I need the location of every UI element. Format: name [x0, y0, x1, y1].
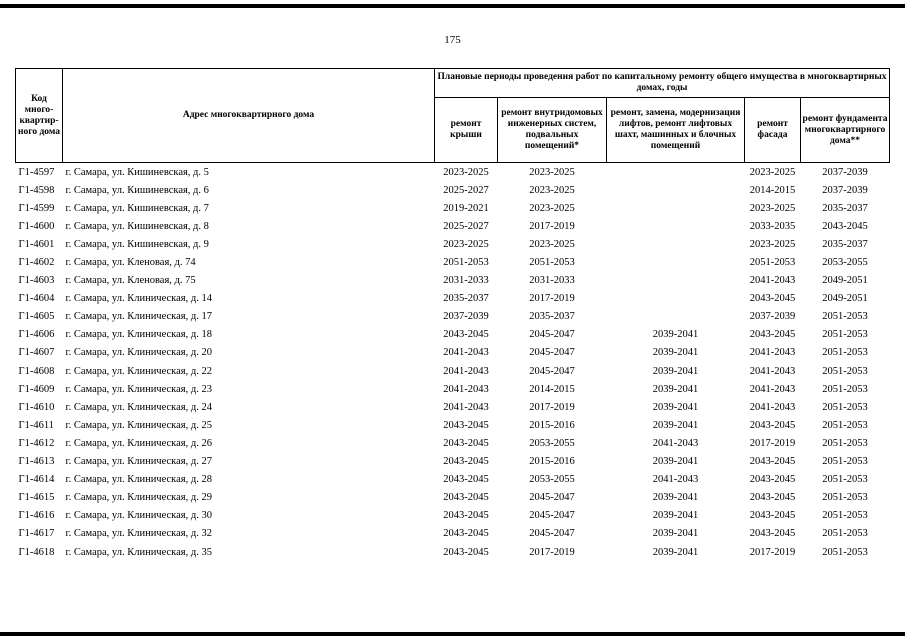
cell-code: Г1-4597: [18, 166, 55, 178]
cell-address: г. Самара, ул. Клиническая, д. 18: [65, 329, 212, 341]
cell-address: г. Самара, ул. Клиническая, д. 29: [65, 492, 212, 504]
table-row: [16, 362, 890, 380]
cell-roof: 2037-2039: [443, 311, 489, 323]
table-row: [16, 380, 890, 398]
cell-elevators: [607, 308, 745, 326]
cell-systems: 2017-2019: [529, 546, 575, 558]
cell-address: г. Самара, ул. Кишиневская, д. 7: [65, 202, 209, 214]
cell-address: г. Самара, ул. Клиническая, д. 14: [65, 293, 212, 305]
cell-address: г. Самара, ул. Клиническая, д. 32: [65, 528, 212, 540]
cell-code: Г1-4604: [18, 293, 55, 305]
table-header: [16, 69, 890, 163]
cell-roof: 2043-2045: [443, 546, 489, 558]
cell-facade: 2033-2035: [749, 220, 796, 232]
cell-foundation: 2053-2055: [822, 257, 868, 269]
table-row: [16, 163, 890, 182]
cell-elevators: [607, 163, 745, 182]
cell-address: г. Самара, ул. Кишиневская, д. 6: [65, 184, 209, 196]
bottom-rule: [0, 632, 905, 636]
table-row: [16, 326, 890, 344]
cell-code: Г1-4616: [18, 510, 55, 522]
cell-address: г. Самара, ул. Клиническая, д. 35: [65, 546, 212, 558]
cell-address: г. Самара, ул. Клиническая, д. 23: [65, 383, 212, 395]
cell-elevators: 2039-2041: [652, 347, 699, 359]
cell-code: Г1-4612: [18, 437, 55, 449]
cell-elevators: 2039-2041: [652, 510, 699, 522]
cell-address: г. Самара, ул. Клиническая, д. 25: [65, 419, 212, 431]
cell-facade: 2043-2045: [749, 456, 796, 468]
cell-address: г. Самара, ул. Клиническая, д. 28: [65, 474, 212, 486]
cell-address: г. Самара, ул. Клиническая, д. 24: [65, 401, 212, 413]
table-row: [16, 471, 890, 489]
cell-code: Г1-4606: [18, 329, 55, 341]
cell-elevators: 2039-2041: [652, 419, 699, 431]
cell-elevators: [607, 199, 745, 217]
cell-code: Г1-4610: [18, 401, 55, 413]
cell-roof: 2043-2045: [443, 437, 489, 449]
cell-facade: 2051-2053: [749, 257, 796, 269]
cell-systems: 2015-2016: [529, 456, 575, 468]
table-row: [16, 525, 890, 543]
cell-facade: 2014-2015: [749, 184, 796, 196]
cell-roof: 2041-2043: [443, 365, 489, 377]
cell-facade: 2041-2043: [749, 401, 796, 413]
cell-code: Г1-4605: [18, 311, 55, 323]
table-row: [16, 344, 890, 362]
header-group: Плановые периоды проведения работ по капитальному ремонту общего имущества в многоквартирных домах, годы: [435, 69, 890, 98]
cell-facade: 2041-2043: [749, 365, 796, 377]
cell-foundation: 2049-2051: [822, 293, 868, 305]
cell-address: г. Самара, ул. Кишиневская, д. 9: [65, 238, 209, 250]
cell-address: г. Самара, ул. Клиническая, д. 17: [65, 311, 212, 323]
cell-elevators: 2039-2041: [652, 456, 699, 468]
cell-systems: 2023-2025: [529, 238, 575, 250]
table-row: [16, 217, 890, 235]
cell-systems: 2053-2055: [529, 437, 575, 449]
cell-foundation: 2051-2053: [822, 456, 868, 468]
header-elevators: ремонт, замена, модернизация лифтов, ремонт лифтовых шахт, машинных и блочных помещений: [607, 98, 745, 163]
cell-facade: 2023-2025: [749, 202, 796, 214]
cell-systems: 2045-2047: [529, 347, 575, 359]
cell-foundation: 2051-2053: [822, 546, 868, 558]
cell-roof: 2035-2037: [443, 293, 489, 305]
cell-elevators: 2039-2041: [652, 528, 699, 540]
header-roof: ремонт крыши: [435, 98, 498, 163]
cell-roof: 2025-2027: [443, 220, 489, 232]
cell-elevators: 2039-2041: [652, 492, 699, 504]
table-row: [16, 272, 890, 290]
cell-elevators: [607, 253, 745, 271]
cell-systems: 2031-2033: [529, 275, 575, 287]
cell-facade: 2043-2045: [749, 510, 796, 522]
cell-systems: 2051-2053: [529, 257, 575, 269]
cell-elevators: 2041-2043: [652, 437, 699, 449]
cell-foundation: 2051-2053: [822, 510, 868, 522]
cell-elevators: 2039-2041: [652, 329, 699, 341]
cell-foundation: 2051-2053: [822, 474, 868, 486]
cell-foundation: 2035-2037: [822, 202, 868, 214]
table-row: [16, 181, 890, 199]
cell-facade: 2043-2045: [749, 492, 796, 504]
cell-roof: 2031-2033: [443, 275, 489, 287]
table-row: [16, 507, 890, 525]
header-facade: ремонт фасада: [745, 98, 801, 163]
cell-elevators: [607, 290, 745, 308]
cell-code: Г1-4618: [18, 546, 55, 558]
table-row: [16, 543, 890, 561]
cell-systems: 2023-2025: [529, 184, 575, 196]
cell-code: Г1-4614: [18, 474, 55, 486]
repair-schedule-table: [15, 68, 890, 561]
cell-facade: 2043-2045: [749, 528, 796, 540]
cell-facade: 2043-2045: [749, 293, 796, 305]
cell-roof: 2043-2045: [443, 419, 489, 431]
top-rule: [0, 4, 905, 8]
cell-address: г. Самара, ул. Кленовая, д. 75: [65, 275, 196, 287]
cell-foundation: 2051-2053: [822, 419, 868, 431]
cell-systems: 2015-2016: [529, 419, 575, 431]
cell-elevators: 2039-2041: [652, 546, 699, 558]
cell-address: г. Самара, ул. Клиническая, д. 22: [65, 365, 212, 377]
cell-elevators: [607, 235, 745, 253]
cell-facade: 2043-2045: [749, 419, 796, 431]
cell-roof: 2043-2045: [443, 329, 489, 341]
cell-elevators: [607, 217, 745, 235]
cell-systems: 2053-2055: [529, 474, 575, 486]
cell-elevators: [607, 272, 745, 290]
cell-systems: 2045-2047: [529, 492, 575, 504]
cell-address: г. Самара, ул. Кленовая, д. 74: [65, 257, 196, 269]
cell-facade: 2043-2045: [749, 474, 796, 486]
cell-facade: 2041-2043: [749, 383, 796, 395]
cell-elevators: 2039-2041: [652, 383, 699, 395]
table-row: [16, 489, 890, 507]
cell-systems: 2045-2047: [529, 329, 575, 341]
cell-elevators: 2039-2041: [652, 401, 699, 413]
cell-code: Г1-4600: [18, 220, 55, 232]
cell-roof: 2041-2043: [443, 401, 489, 413]
cell-foundation: 2051-2053: [822, 401, 868, 413]
cell-roof: 2043-2045: [443, 510, 489, 522]
cell-foundation: 2051-2053: [822, 528, 868, 540]
cell-roof: 2023-2025: [443, 166, 489, 178]
cell-facade: 2041-2043: [749, 347, 796, 359]
cell-code: Г1-4609: [18, 383, 55, 395]
cell-systems: 2023-2025: [529, 202, 575, 214]
cell-elevators: 2039-2041: [652, 365, 699, 377]
cell-address: г. Самара, ул. Кишиневская, д. 5: [65, 166, 209, 178]
cell-code: Г1-4611: [18, 419, 54, 431]
cell-elevators: 2041-2043: [652, 474, 699, 486]
cell-address: г. Самара, ул. Кишиневская, д. 8: [65, 220, 209, 232]
table-row: [16, 398, 890, 416]
cell-code: Г1-4598: [18, 184, 55, 196]
cell-systems: 2045-2047: [529, 528, 575, 540]
cell-code: Г1-4603: [18, 275, 55, 287]
cell-facade: 2037-2039: [749, 311, 796, 323]
cell-systems: 2017-2019: [529, 401, 575, 413]
cell-facade: 2017-2019: [749, 437, 796, 449]
header-address: Адрес многоквартирного дома: [63, 69, 435, 163]
cell-foundation: 2051-2053: [822, 329, 868, 341]
cell-code: Г1-4617: [18, 528, 55, 540]
cell-systems: 2035-2037: [529, 311, 575, 323]
cell-roof: 2041-2043: [443, 383, 489, 395]
cell-foundation: 2043-2045: [822, 220, 868, 232]
cell-facade: 2043-2045: [749, 329, 796, 341]
table-row: [16, 235, 890, 253]
cell-systems: 2017-2019: [529, 220, 575, 232]
cell-address: г. Самара, ул. Клиническая, д. 26: [65, 437, 212, 449]
cell-foundation: 2051-2053: [822, 437, 868, 449]
table-row: [16, 453, 890, 471]
cell-systems: 2014-2015: [529, 383, 575, 395]
cell-foundation: 2051-2053: [822, 365, 868, 377]
cell-systems: 2023-2025: [529, 166, 575, 178]
cell-foundation: 2051-2053: [822, 347, 868, 359]
cell-foundation: 2051-2053: [822, 383, 868, 395]
cell-roof: 2025-2027: [443, 184, 489, 196]
cell-code: Г1-4607: [18, 347, 55, 359]
cell-facade: 2017-2019: [749, 546, 796, 558]
cell-code: Г1-4601: [18, 238, 55, 250]
cell-roof: 2043-2045: [443, 456, 489, 468]
cell-roof: 2043-2045: [443, 492, 489, 504]
table-row: [16, 290, 890, 308]
table-body: [16, 163, 890, 562]
cell-facade: 2023-2025: [749, 166, 796, 178]
cell-code: Г1-4599: [18, 202, 55, 214]
header-systems: ремонт внутридомовых инженерных систем, подвальных помещений*: [498, 98, 607, 163]
cell-systems: 2017-2019: [529, 293, 575, 305]
cell-foundation: 2051-2053: [822, 311, 868, 323]
table-row: [16, 434, 890, 452]
cell-roof: 2043-2045: [443, 528, 489, 540]
cell-systems: 2045-2047: [529, 510, 575, 522]
cell-elevators: [607, 181, 745, 199]
cell-roof: 2019-2021: [443, 202, 489, 214]
cell-facade: 2041-2043: [749, 275, 796, 287]
cell-roof: 2023-2025: [443, 238, 489, 250]
cell-code: Г1-4608: [18, 365, 55, 377]
table-row: [16, 308, 890, 326]
header-code: Код много-квартир-ного дома: [16, 69, 63, 163]
cell-address: г. Самара, ул. Клиническая, д. 20: [65, 347, 212, 359]
table-row: [16, 199, 890, 217]
cell-foundation: 2051-2053: [822, 492, 868, 504]
cell-address: г. Самара, ул. Клиническая, д. 30: [65, 510, 212, 522]
cell-foundation: 2035-2037: [822, 238, 868, 250]
cell-code: Г1-4613: [18, 456, 55, 468]
cell-code: Г1-4615: [18, 492, 55, 504]
cell-address: г. Самара, ул. Клиническая, д. 27: [65, 456, 212, 468]
cell-systems: 2045-2047: [529, 365, 575, 377]
cell-foundation: 2049-2051: [822, 275, 868, 287]
cell-foundation: 2037-2039: [822, 184, 868, 196]
cell-roof: 2043-2045: [443, 474, 489, 486]
table-row: [16, 253, 890, 271]
page-number: 175: [444, 34, 461, 46]
cell-facade: 2023-2025: [749, 238, 796, 250]
header-foundation: ремонт фундамента многоквартирного дома**: [801, 98, 890, 163]
cell-roof: 2041-2043: [443, 347, 489, 359]
cell-code: Г1-4602: [18, 257, 55, 269]
cell-roof: 2051-2053: [443, 257, 489, 269]
table-row: [16, 416, 890, 434]
cell-foundation: 2037-2039: [822, 166, 868, 178]
